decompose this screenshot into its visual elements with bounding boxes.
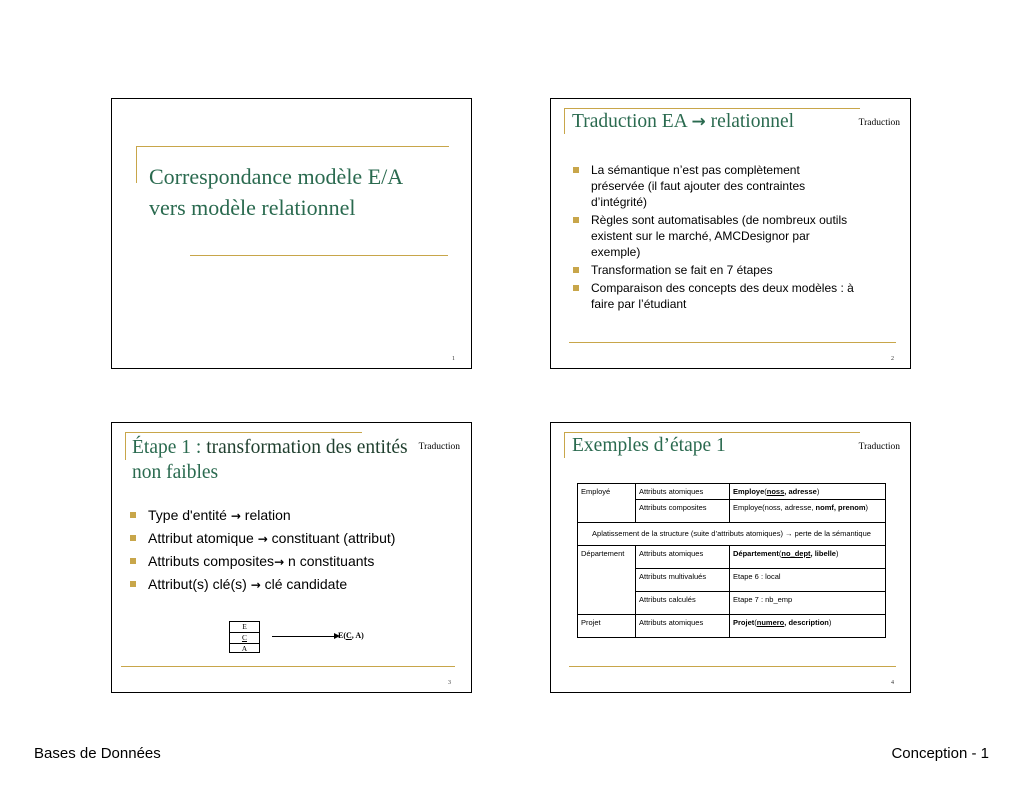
bullet-icon xyxy=(573,217,579,223)
entity-key: C xyxy=(230,633,259,644)
examples-table xyxy=(577,483,886,638)
type-cell: Attributs multivalués xyxy=(636,569,730,592)
result-cell: Etape 7 : nb_emp xyxy=(730,592,886,615)
page-number: 4 xyxy=(891,680,894,686)
table-row xyxy=(578,615,886,638)
type-cell: Attributs calculés xyxy=(636,592,730,615)
slide-1 xyxy=(111,98,472,369)
list-item: Attributs composites→ n constituants xyxy=(128,550,458,573)
entity-cell: Employé xyxy=(578,484,636,523)
bullet-list xyxy=(571,162,901,312)
bullet-icon xyxy=(573,167,579,173)
result-cell: Etape 6 : local xyxy=(730,569,886,592)
list-item: Règles sont automatisables (de nombreux outils existent sur le marché, AMCDesignor par exemple) xyxy=(571,212,901,260)
slide-3 xyxy=(111,422,472,693)
entity-cell: Projet xyxy=(578,615,636,638)
title-rule-bottom xyxy=(190,255,448,256)
slide-title: Traduction EA → relationnel xyxy=(572,111,795,132)
type-cell: Attributs composites xyxy=(636,500,730,523)
section-tag: Traduction xyxy=(858,118,900,128)
arrow-icon: → xyxy=(250,578,261,592)
section-tag: Traduction xyxy=(858,442,900,452)
bullet-list xyxy=(128,504,458,596)
title-line: vers modèle relationnel xyxy=(149,195,356,220)
table-row xyxy=(578,523,886,546)
bullet-icon xyxy=(130,512,136,518)
footer-left: Bases de Données xyxy=(34,745,161,762)
list-item: Transformation se fait en 7 étapes xyxy=(571,262,901,278)
list-item: Attribut atomique → constituant (attribut) xyxy=(128,527,458,550)
bullet-icon xyxy=(130,581,136,587)
slide-title: Étape 1 : transformation des entités non faibles xyxy=(132,437,408,483)
arrow-icon: → xyxy=(257,532,268,546)
entity-name: E xyxy=(230,622,259,633)
entity-attribute: A xyxy=(241,644,248,653)
slide-title xyxy=(149,161,403,223)
result-cell: Département(no_dept, libelle) xyxy=(730,546,886,569)
title-rule-top xyxy=(564,108,860,109)
transform-arrow xyxy=(272,636,334,637)
arrow-icon: → xyxy=(691,112,706,132)
type-cell: Attributs atomiques xyxy=(636,484,730,500)
footer-right: Conception - 1 xyxy=(891,745,989,762)
result-cell: Projet(numero, description) xyxy=(730,615,886,638)
bullet-icon xyxy=(573,267,579,273)
page-number: 2 xyxy=(891,356,894,362)
page-number: 1 xyxy=(452,356,455,362)
list-item: La sémantique n’est pas complètement préservée (il faut ajouter des contraintes d’intégrité) xyxy=(571,162,901,210)
title-line: Correspondance modèle E/A xyxy=(149,164,404,189)
type-cell: Attributs atomiques xyxy=(636,615,730,638)
relation-result: E(C, A) xyxy=(338,631,364,640)
slide-2 xyxy=(550,98,911,369)
title-rule-top xyxy=(564,432,860,433)
list-item: Comparaison des concepts des deux modèles : à faire par l’étudiant xyxy=(571,280,901,312)
title-rule-top xyxy=(136,146,449,147)
bullet-icon xyxy=(573,285,579,291)
table-row xyxy=(578,484,886,500)
title-rule-left xyxy=(125,432,126,460)
entity-box xyxy=(229,621,260,653)
table-row xyxy=(578,546,886,569)
page-number: 3 xyxy=(448,680,451,686)
list-item: Attribut(s) clé(s) → clé candidate xyxy=(128,573,458,596)
title-rule-left xyxy=(136,146,137,183)
list-item: Type d'entité → relation xyxy=(128,504,458,527)
note-cell: Aplatissement de la structure (suite d’attributs atomiques) → perte de la sémantique xyxy=(578,523,886,546)
slide-4 xyxy=(550,422,911,693)
title-rule-top xyxy=(125,432,362,433)
arrow-icon: → xyxy=(274,555,285,569)
footer-rule xyxy=(569,666,896,667)
arrow-icon: → xyxy=(230,509,241,523)
bullet-icon xyxy=(130,535,136,541)
result-cell: Employe(noss, adresse) xyxy=(730,484,886,500)
title-rule-left xyxy=(564,108,565,134)
footer-rule xyxy=(569,342,896,343)
type-cell: Attributs atomiques xyxy=(636,546,730,569)
section-tag: Traduction xyxy=(418,442,460,452)
result-cell: Employe(noss, adresse, nomf, prenom) xyxy=(730,500,886,523)
entity-cell: Département xyxy=(578,546,636,615)
slide-title: Exemples d’étape 1 xyxy=(572,435,726,456)
bullet-icon xyxy=(130,558,136,564)
title-rule-left xyxy=(564,432,565,458)
footer-rule xyxy=(121,666,455,667)
